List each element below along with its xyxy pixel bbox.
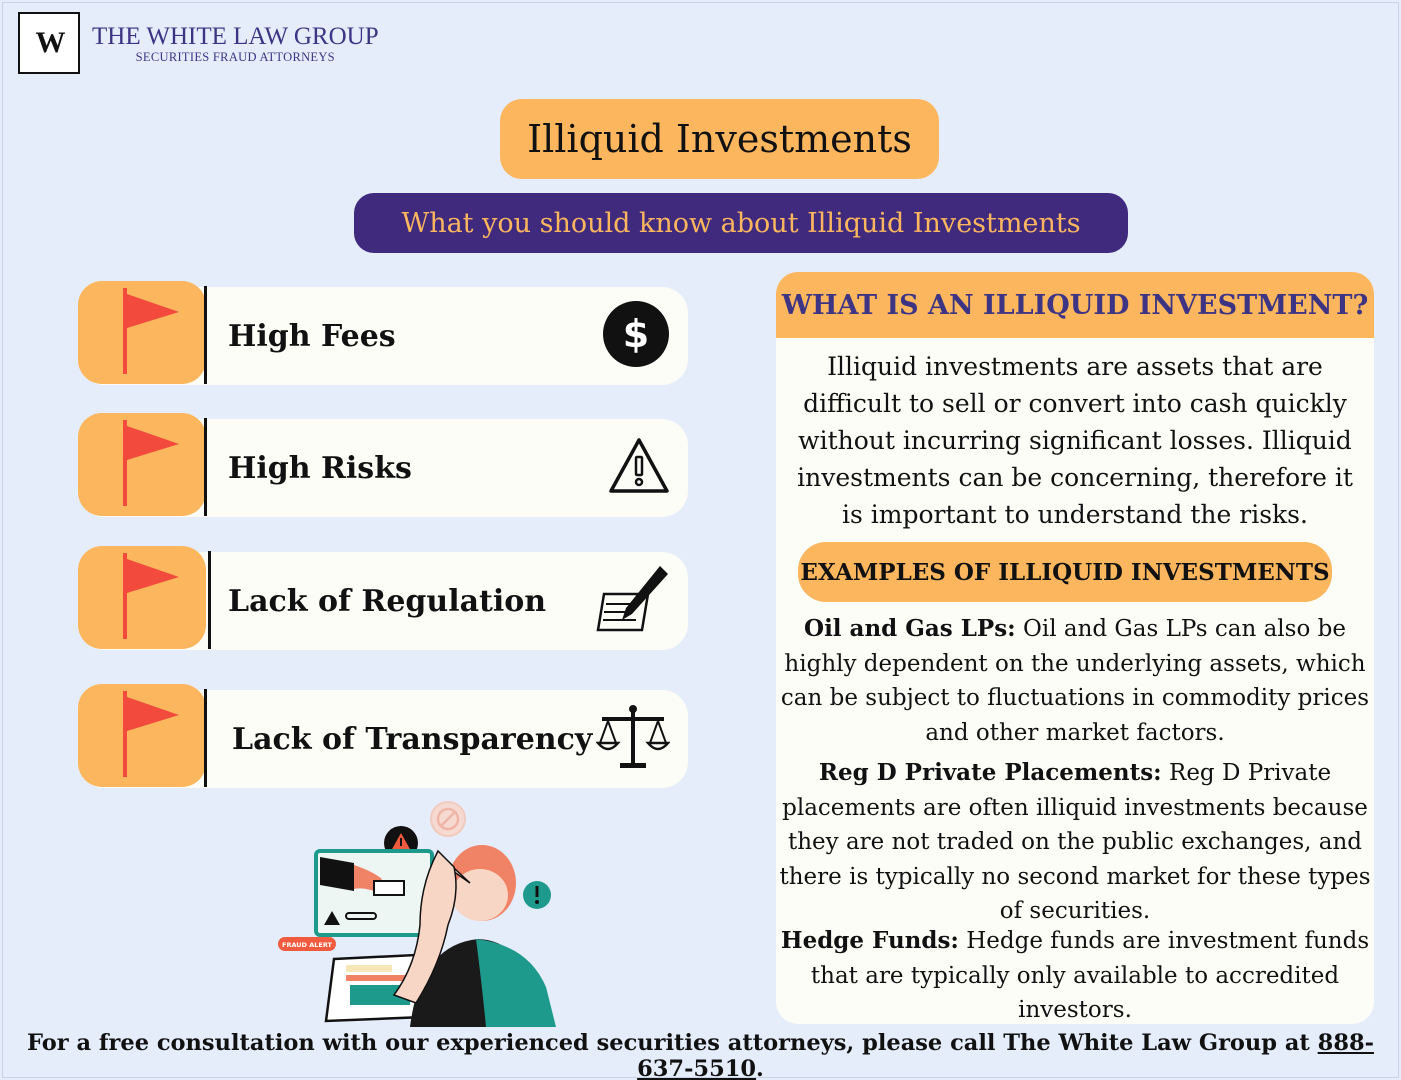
- footer-cta: [0, 1030, 1401, 1080]
- info-body: Illiquid investments are assets that are difficult to sell or convert into cash quickly without incurring significant losses. Illiquid investments can be concerning, therefore it is important to understand the risks.: [797, 352, 1353, 529]
- risk-label: High Fees: [228, 318, 396, 354]
- page-subtitle: What you should know about Illiquid Investments: [354, 193, 1128, 253]
- example-text: Oil and Gas LPs can also be highly dependent on the underlying assets, which can be subject to fluctuations in commodity prices and other market factors.: [780, 616, 1370, 746]
- footer-text: For a free consultation with our experienced securities attorneys, please call The White Law Group at: [27, 1030, 1318, 1056]
- red-flag-icon: [113, 418, 183, 510]
- example-text: Reg D Private placements are often illiquid investments because they are not traded on the public exchanges, and there is typically no second market for these types of securities.: [779, 760, 1371, 924]
- phone-link[interactable]: 888-637-5510: [637, 1030, 1374, 1080]
- logo-mark-text: W: [35, 26, 63, 59]
- footer-end: .: [756, 1056, 764, 1080]
- logo-name: THE WHITE LAW GROUP: [92, 23, 379, 50]
- logo-tagline: SECURITIES FRAUD ATTORNEYS: [135, 50, 335, 64]
- example-hedge-funds: [772, 924, 1378, 1028]
- document-pen-icon: [596, 564, 670, 638]
- red-flag-icon: [113, 551, 183, 643]
- example-term: Reg D Private Placements:: [818, 759, 1162, 786]
- warning-icon: [608, 437, 670, 499]
- risk-card-lack-of-regulation: [78, 552, 688, 650]
- info-heading: WHAT IS AN ILLIQUID INVESTMENT?: [776, 272, 1374, 338]
- fraud-alert-illustration: [270, 795, 570, 1031]
- red-flag-icon: [113, 286, 183, 378]
- example-term: Oil and Gas LPs:: [804, 615, 1016, 642]
- example-term: Hedge Funds:: [780, 927, 959, 954]
- scales-icon: [596, 703, 670, 775]
- flag-badge: [78, 546, 206, 649]
- example-reg-d: [772, 756, 1378, 929]
- example-text: Hedge funds are investment funds that are typically only available to accredited investors.: [810, 928, 1370, 1023]
- card-divider: [204, 286, 207, 384]
- logo[interactable]: [18, 12, 379, 74]
- examples-heading: EXAMPLES OF ILLIQUID INVESTMENTS: [798, 542, 1332, 602]
- flag-badge: [78, 281, 206, 384]
- dollar-icon: [602, 300, 670, 372]
- risk-card-high-fees: [78, 287, 688, 385]
- fraud-alert-text: FRAUD ALERT: [282, 941, 332, 949]
- page-title: Illiquid Investments: [500, 99, 939, 179]
- flag-badge: [78, 684, 206, 787]
- svg-text:$: $: [622, 312, 650, 356]
- logo-text: [92, 24, 379, 65]
- risk-label: Lack of Regulation: [228, 583, 547, 619]
- logo-mark: [18, 12, 80, 74]
- card-divider: [204, 689, 207, 787]
- risk-card-lack-of-transparency: [78, 690, 688, 788]
- flag-badge: [78, 413, 206, 516]
- example-oil-gas: [772, 612, 1378, 750]
- red-flag-icon: [113, 689, 183, 781]
- risk-label: Lack of Transparency: [232, 721, 593, 757]
- card-divider: [208, 551, 211, 649]
- info-panel: [776, 272, 1374, 1024]
- risk-card-high-risks: [78, 419, 688, 517]
- risk-label: High Risks: [228, 450, 412, 486]
- card-divider: [204, 418, 207, 516]
